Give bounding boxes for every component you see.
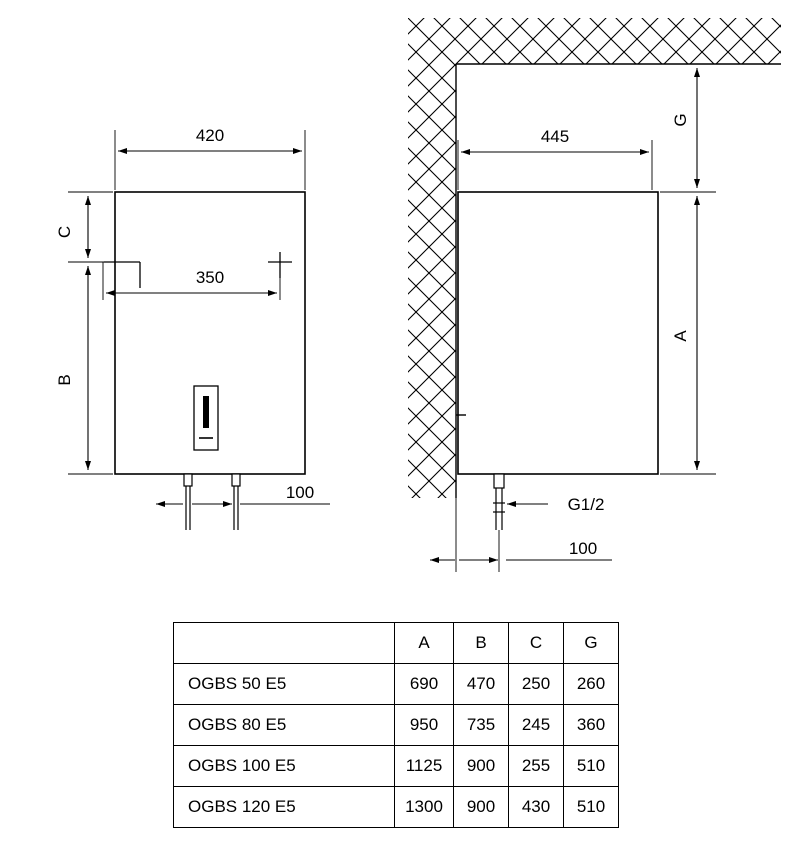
dim-label-100-side: 100	[568, 539, 598, 558]
front-view	[55, 126, 330, 530]
front-pipe-right-collar	[232, 474, 240, 486]
cell-a: 690	[395, 664, 454, 705]
cell-b: 900	[454, 787, 509, 828]
cell-model: OGBS 50 E5	[174, 664, 395, 705]
cell-c: 245	[509, 705, 564, 746]
front-pipe-left-collar	[184, 474, 192, 486]
cell-c: 250	[509, 664, 564, 705]
dim-label-g: G	[671, 113, 690, 127]
cell-model: OGBS 120 E5	[174, 787, 395, 828]
table-row	[174, 787, 619, 828]
dim-label-445: 445	[540, 127, 570, 146]
side-tank-body	[458, 192, 658, 474]
dim-label-b: B	[55, 374, 74, 386]
cell-a: 1300	[395, 787, 454, 828]
table-header-g: G	[564, 623, 619, 664]
cell-g: 260	[564, 664, 619, 705]
cell-model: OGBS 80 E5	[174, 705, 395, 746]
side-view	[408, 18, 781, 572]
cell-b: 735	[454, 705, 509, 746]
dim-label-420: 420	[195, 126, 225, 145]
cell-g: 360	[564, 705, 619, 746]
table-header-b: B	[454, 623, 509, 664]
cell-a: 1125	[395, 746, 454, 787]
cell-b: 900	[454, 746, 509, 787]
cell-a: 950	[395, 705, 454, 746]
cell-model: OGBS 100 E5	[174, 746, 395, 787]
dim-label-c: C	[55, 225, 74, 239]
cell-c: 430	[509, 787, 564, 828]
table-header-model	[174, 623, 395, 664]
dim-label-350: 350	[195, 268, 225, 287]
dim-label-a: A	[671, 330, 690, 342]
cell-c: 255	[509, 746, 564, 787]
table-row	[174, 664, 619, 705]
wall-hatch-vertical	[408, 18, 456, 498]
side-pipe-collar	[494, 474, 504, 488]
table-header-row	[174, 623, 619, 664]
wall-hatch-ceiling	[456, 18, 781, 64]
dim-label-100-front: 100	[285, 483, 315, 502]
dim-label-g12: G1/2	[567, 495, 605, 514]
cell-g: 510	[564, 746, 619, 787]
table-header-c: C	[509, 623, 564, 664]
table-row	[174, 746, 619, 787]
table-header-a: A	[395, 623, 454, 664]
table-row	[174, 705, 619, 746]
control-panel-indicator	[203, 396, 209, 428]
cell-b: 470	[454, 664, 509, 705]
specification-table	[173, 622, 619, 828]
cell-g: 510	[564, 787, 619, 828]
